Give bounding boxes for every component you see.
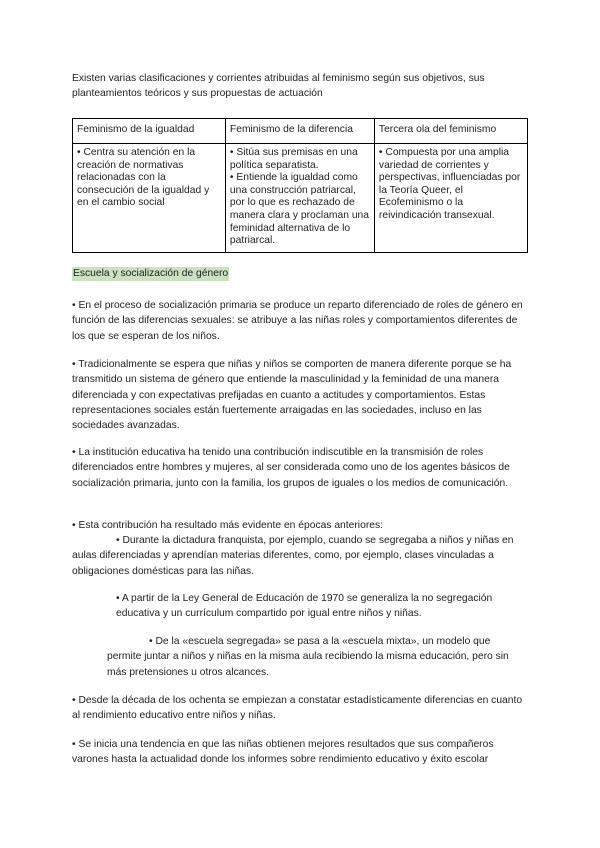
sub-bullet-paragraph: • A partir de la Ley General de Educación de 1970 se generaliza la no segregación educativa y un currículum compartido por igual entre niños y niñas. xyxy=(116,593,493,620)
section-heading: Escuela y socialización de género xyxy=(73,268,229,279)
table-cell-igualdad xyxy=(73,144,226,253)
bullet-paragraph: • Esta contribución ha resultado más evidente en épocas anteriores: xyxy=(72,520,383,531)
table-header-cell: Feminismo de la igualdad xyxy=(73,119,226,144)
table-header-cell: Tercera ola del feminismo xyxy=(374,119,527,144)
bullet-paragraph: • Desde la década de los ochenta se empiezan a constatar estadísticamente diferencias en cuanto al rendimiento educativo entre niños y niñas. xyxy=(72,695,523,722)
bullet-paragraph: • En el proceso de socialización primaria se produce un reparto diferenciado de roles de género en función de las diferencias sexuales: se atribuye a las niñas roles y comportamientos diferentes de los que se esperan de los niños. xyxy=(72,300,523,342)
table-cell-bullet: • Sitúa sus premisas en una política separatista. xyxy=(229,147,358,171)
bullet-paragraph: • Tradicionalmente se espera que niñas y niños se comporten de manera diferente porque se ha transmitido un sistema de género que entiende la masculinidad y la feminidad de una manera diferenciada y con expectativas prefijadas en cuanto a actitudes y comportamientos. Estas representaciones sociales están fuertemente arraigadas en las sociedades, incluso en las sociedades avanzadas. xyxy=(72,359,512,432)
feminism-classification-table xyxy=(72,118,528,253)
table-cell-bullet: • Compuesta por una amplia variedad de corrientes y perspectivas, influenciadas por la Teoría Queer, el Ecofeminismo o la reivindicación transexual. xyxy=(378,147,521,221)
sub-sub-bullet-paragraph: • De la «escuela segregada» se pasa a la «escuela mixta», un modelo que permite juntar a niños y niñas en la misma aula recibiendo la misma educación, pero sin más pretensiones u otros alcances. xyxy=(107,636,509,678)
intro-paragraph: Existen varias clasificaciones y corrientes atribuidas al feminismo según sus objetivos, sus planteamientos teóricos y sus propuestas de actuación xyxy=(72,73,485,100)
sub-bullet-paragraph: • Durante la dictadura franquista, por ejemplo, cuando se segregaba a niños y niñas en aulas diferenciadas y aprendían materias diferentes, como, por ejemplo, clases vinculadas a obligaciones domésticas para las niñas. xyxy=(72,535,514,577)
table-cell-diferencia xyxy=(225,144,374,253)
table-cell-tercera-ola xyxy=(374,144,527,253)
table-header-row xyxy=(73,119,528,144)
table-header-cell: Feminismo de la diferencia xyxy=(225,119,374,144)
table-cell-bullet: • Centra su atención en la creación de normativas relacionadas con la consecución de la igualdad y en el cambio social xyxy=(77,147,210,209)
table-cell-bullet: • Entiende la igualdad como una construcción patriarcal, por lo que es rechazado de manera clara y proclaman una feminidad alternativa de lo patriarcal. xyxy=(229,172,370,247)
bullet-paragraph: • La institución educativa ha tenido una contribución indiscutible en la transmisión de roles diferenciados entre hombres y mujeres, al ser considerada como uno de los agentes básicos de socialización primaria, junto con la familia, los grupos de iguales o los medios de comunicación. xyxy=(72,447,510,489)
table-row xyxy=(73,144,528,253)
bullet-paragraph: • Se inicia una tendencia en que las niñas obtienen mejores resultados que sus compañeros varones hasta la actualidad donde los informes sobre rendimiento educativo y éxito escolar xyxy=(72,739,494,766)
